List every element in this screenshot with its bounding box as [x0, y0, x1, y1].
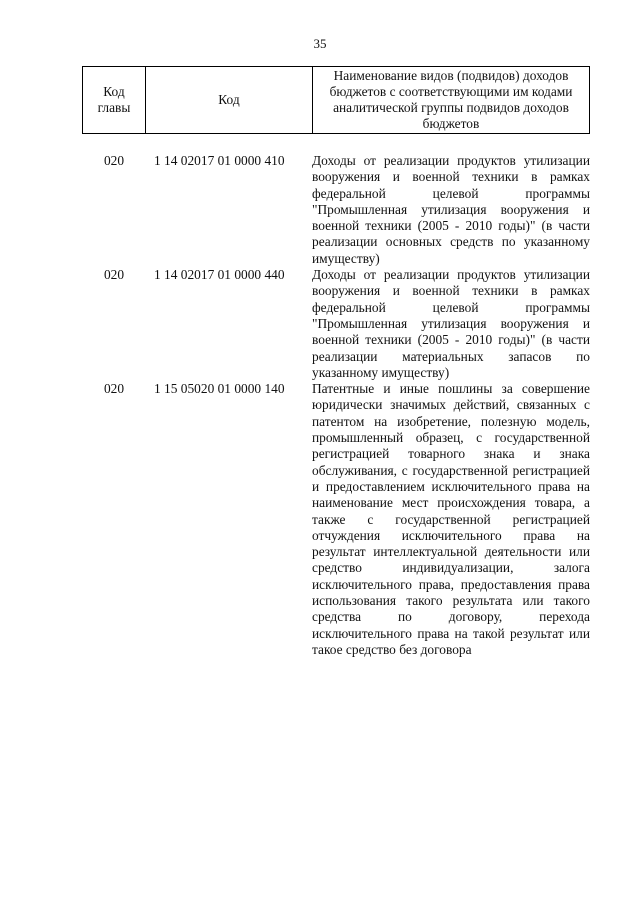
- header-code: Код: [146, 67, 313, 134]
- header-name: Наименование видов (подвидов) доходов бюджетов с соответствующими им кодами аналитической группы подвидов доходов бюджетов: [313, 67, 590, 134]
- row-chapter-code: 020: [103, 153, 125, 168]
- header-chapter-code: Код главы: [83, 67, 146, 134]
- row-code: 1 15 05020 01 0000 140: [154, 381, 285, 397]
- table-row: [82, 267, 590, 381]
- row-chapter-code: 020: [103, 267, 125, 283]
- table-header: [82, 66, 590, 134]
- row-code: 1 14 02017 01 0000 410: [154, 153, 285, 168]
- row-code: 1 14 02017 01 0000 440: [154, 267, 285, 283]
- row-chapter-code: 020: [103, 381, 125, 397]
- table-row: [82, 153, 590, 267]
- row-name: Патентные и иные пошлины за совершение юридически значимых действий, связанных с патентом на изобретение, полезную модель, промышленный образец, с государственной регистрацией товарного знака и знака обслуживания, с государственной регистрацией и предоставлением исключительного права на наименование мест происхождения товара, а также с государственной регистрацией отчуждения исключительного права на результат интеллектуальной деятельности или средство индивидуализации, залога исключительного права, предоставления права использования такого результата или такого средства по договору, перехода исключительного права на такой результат или такое средство без договора: [312, 381, 590, 657]
- table-row: [82, 381, 590, 658]
- table-body: [82, 153, 590, 658]
- header-row: [83, 67, 590, 134]
- row-name: Доходы от реализации продуктов утилизации вооружения и военной техники в рамках федеральной целевой программы "Промышленная утилизация вооружения и военной техники (2005 - 2010 годы)" (в части реализации основных средств по указанному имуществу): [312, 153, 590, 266]
- row-name: Доходы от реализации продуктов утилизации вооружения и военной техники в рамках федеральной целевой программы "Промышленная утилизация вооружения и военной техники (2005 - 2010 годы)" (в части реализации материальных запасов по указанному имуществу): [312, 267, 590, 380]
- page-number: 35: [313, 36, 327, 51]
